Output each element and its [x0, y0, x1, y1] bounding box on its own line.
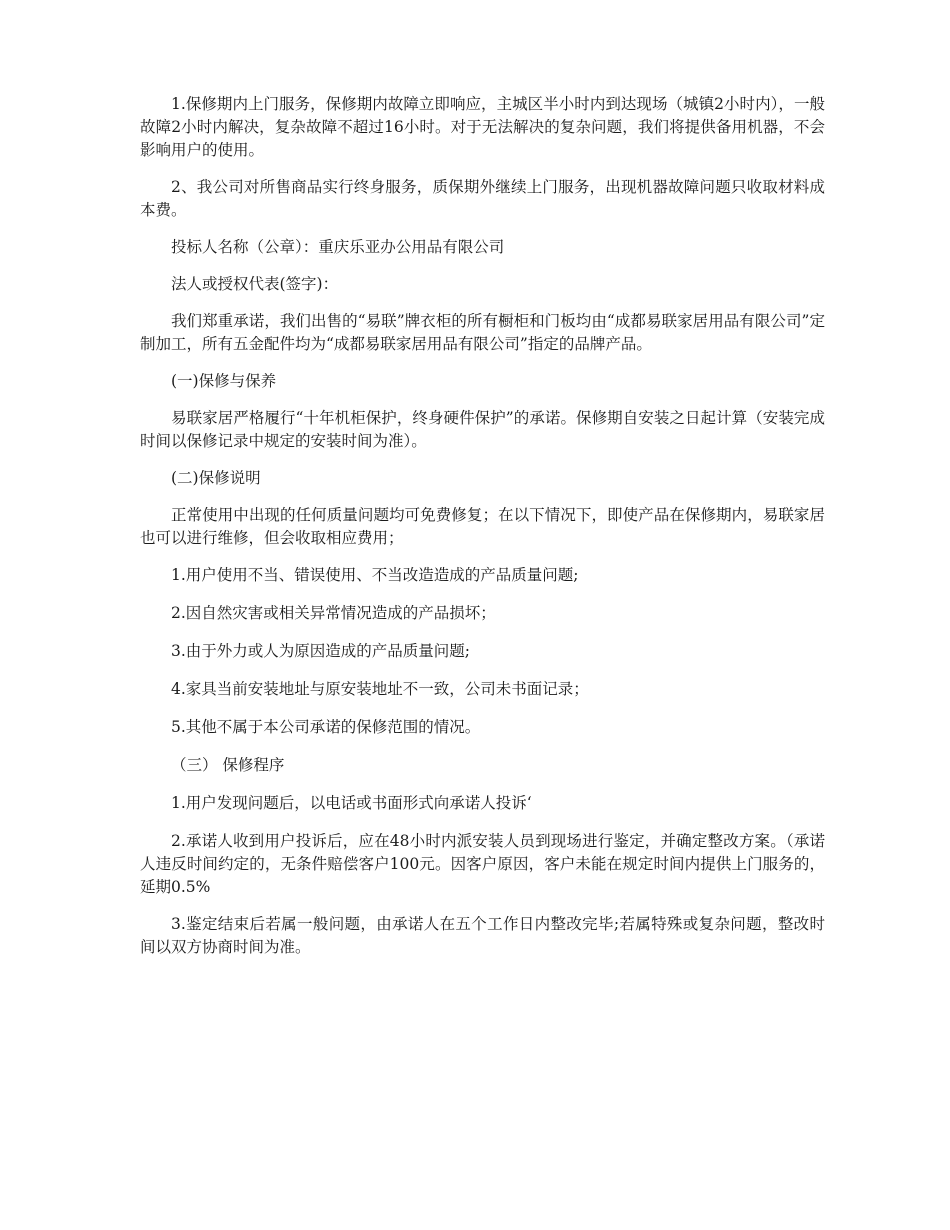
paragraph-warranty-promise: 易联家居严格履行“十年机柜保护，终身硬件保护”的承诺。保修期自安装之日起计算（安装完成时间以保修记录中规定的安装时间为准）。 — [140, 409, 825, 450]
paragraph-commitment: 我们郑重承诺，我们出售的“易联”牌衣柜的所有橱柜和门板均由“成都易联家居用品有限公司”定制加工，所有五金配件均为“成都易联家居用品有限公司”指定的品牌产品。 — [140, 312, 825, 353]
list-item-improper-use: 1.用户使用不当、错误使用、不当改造造成的产品质量问题; — [171, 566, 579, 584]
paragraph-free-repair: 正常使用中出现的任何质量问题均可免费修复；在以下情况下，即使产品在保修期内，易联家居也可以进行维修，但会收取相应费用； — [140, 506, 825, 547]
document-body — [140, 93, 825, 973]
list-item-natural-disaster: 2.因自然灾害或相关异常情况造成的产品损坏； — [171, 604, 496, 622]
procedure-step-inspection: 2.承诺人收到用户投诉后，应在48小时内派安装人员到现场进行鉴定，并确定整改方案。（承诺人违反时间约定的，无条件赔偿客户100元。因客户原因，客户未能在规定时间内提供上门服务的，延期0.5% — [140, 832, 825, 896]
section-heading-warranty-notes: (二)保修说明 — [171, 469, 261, 487]
list-item-address-change: 4.家具当前安装地址与原安装地址不一致，公司未书面记录； — [171, 680, 589, 698]
paragraph-legal-representative: 法人或授权代表(签字)： — [171, 275, 339, 293]
paragraph-onsite-service: 1.保修期内上门服务，保修期内故障立即响应，主城区半小时内到达现场（城镇2小时内），一般故障2小时内解决，复杂故障不超过16小时。对于无法解决的复杂问题，我们将提供备用机器，不会影响用户的使用。 — [140, 95, 825, 159]
list-item-external-force: 3.由于外力或人为原因造成的产品质量问题; — [171, 642, 471, 660]
paragraph-lifetime-service: 2、我公司对所售商品实行终身服务，质保期外继续上门服务，出现机器故障问题只收取材料成本费。 — [140, 178, 825, 219]
section-heading-warranty-procedure: （三） 保修程序 — [171, 756, 285, 774]
list-item-other-cases: 5.其他不属于本公司承诺的保修范围的情况。 — [171, 718, 481, 736]
procedure-step-rectification: 3.鉴定结束后若属一般问题，由承诺人在五个工作日内整改完毕;若属特殊或复杂问题，整改时间以双方协商时间为准。 — [140, 915, 825, 956]
paragraph-bidder-name: 投标人名称（公章）：重庆乐亚办公用品有限公司 — [171, 238, 505, 256]
procedure-step-complaint: 1.用户发现问题后，以电话或书面形式向承诺人投诉‘ — [171, 794, 532, 812]
section-heading-warranty-maintenance: (一)保修与保养 — [171, 372, 277, 390]
